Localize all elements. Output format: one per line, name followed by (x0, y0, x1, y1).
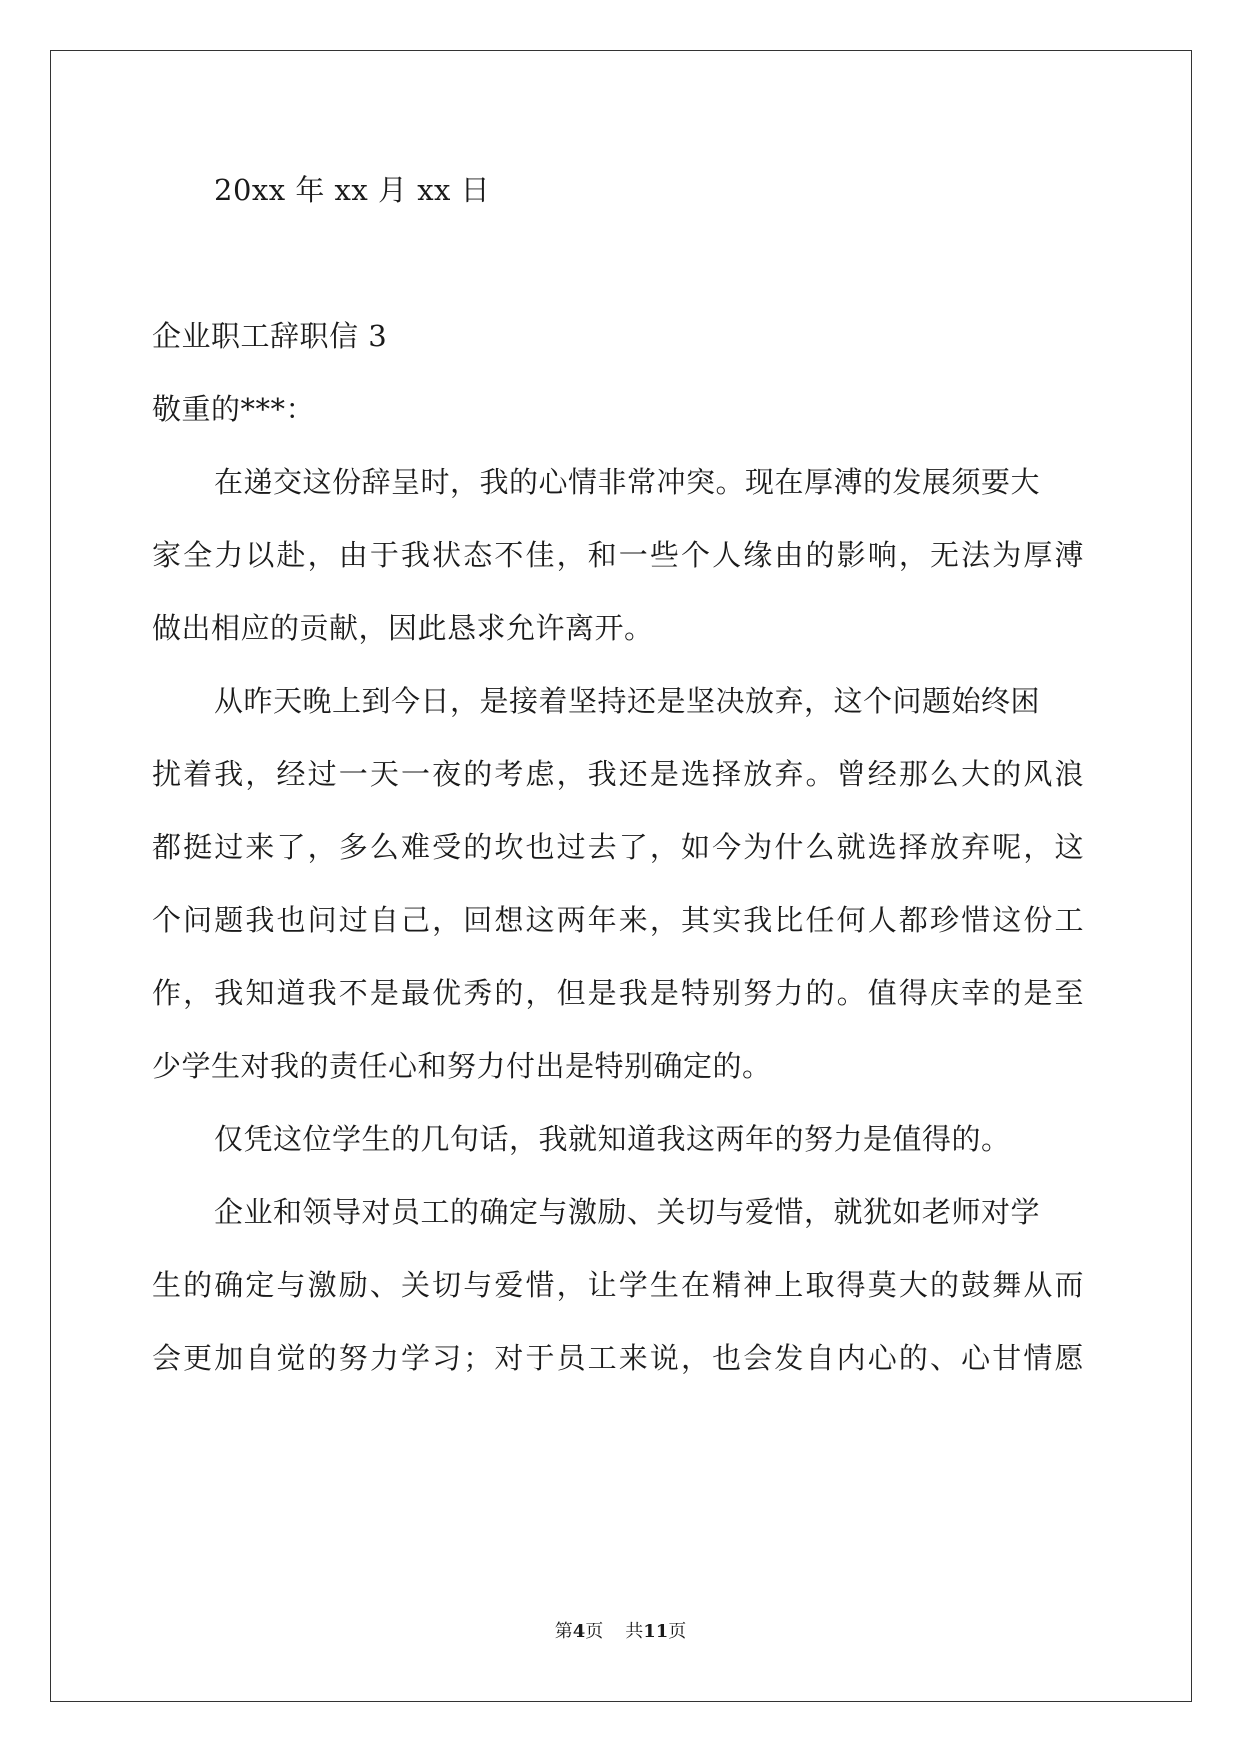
body-line: 作，我知道我不是最优秀的，但是我是特别努力的。值得庆幸的是至 (152, 976, 1084, 1010)
body-line: 做出相应的贡献，因此恳求允许离开。 (152, 611, 654, 645)
total-prefix: 共 (625, 1621, 644, 1642)
body-line: 会更加自觉的努力学习；对于员工来说，也会发自内心的、心甘情愿 (152, 1341, 1084, 1375)
page-total: 11 (643, 1621, 669, 1642)
page-suffix: 页 (585, 1621, 604, 1642)
page-footer (0, 1620, 1241, 1644)
body-line: 个问题我也问过自己，回想这两年来，其实我比任何人都珍惜这份工 (152, 903, 1084, 937)
body-line: 仅凭这位学生的几句话，我就知道我这两年的努力是值得的。 (214, 1122, 1011, 1156)
page-border (50, 50, 1192, 1702)
salutation: 敬重的***： (152, 392, 316, 426)
page-prefix: 第 (554, 1621, 573, 1642)
body-line: 在递交这份辞呈时，我的心情非常冲突。现在厚溥的发展须要大 (214, 465, 1041, 499)
page-current: 4 (572, 1621, 586, 1642)
document-title: 企业职工辞职信 3 (152, 319, 388, 353)
date-line: 20xx 年 xx 月 xx 日 (214, 173, 491, 207)
body-line: 家全力以赴，由于我状态不佳，和一些个人缘由的影响，无法为厚溥 (152, 538, 1084, 572)
body-line: 都挺过来了，多么难受的坎也过去了，如今为什么就选择放弃呢，这 (152, 830, 1084, 864)
body-line: 扰着我，经过一天一夜的考虑，我还是选择放弃。曾经那么大的风浪 (152, 757, 1084, 791)
body-line: 企业和领导对员工的确定与激励、关切与爱惜，就犹如老师对学 (214, 1195, 1041, 1229)
total-suffix: 页 (668, 1621, 687, 1642)
body-line: 生的确定与激励、关切与爱惜，让学生在精神上取得莫大的鼓舞从而 (152, 1268, 1084, 1302)
body-line: 从昨天晚上到今日，是接着坚持还是坚决放弃，这个问题始终困 (214, 684, 1041, 718)
body-line: 少学生对我的责任心和努力付出是特别确定的。 (152, 1049, 772, 1083)
